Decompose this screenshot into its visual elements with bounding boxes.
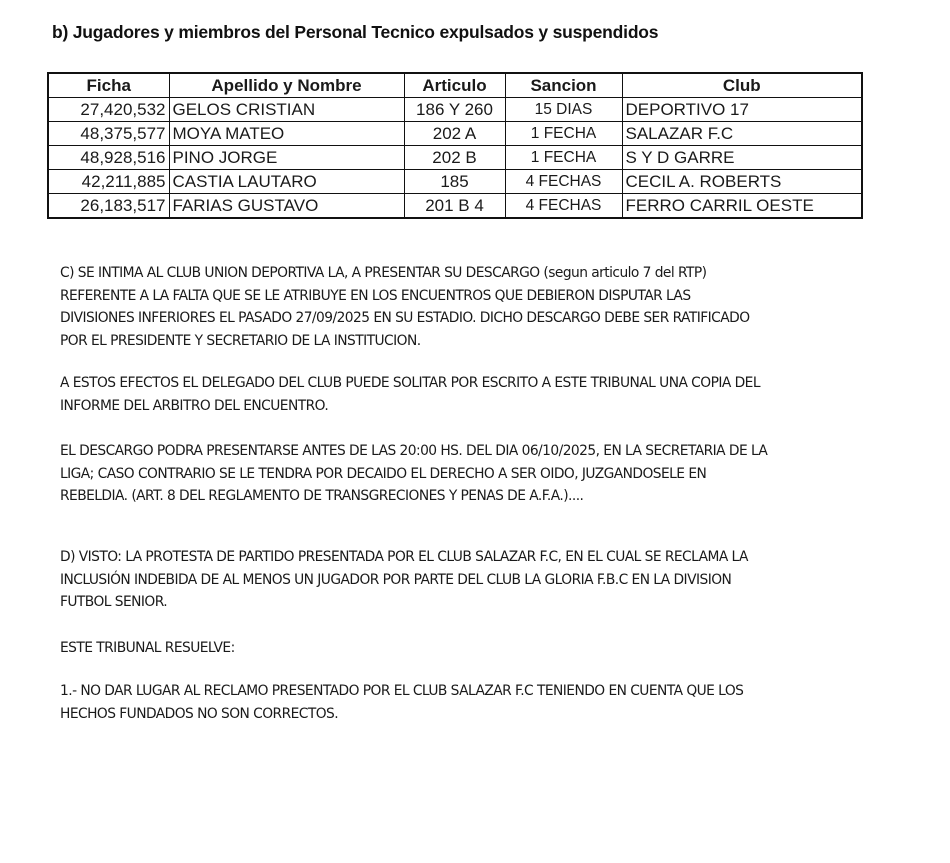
cell-club: SALAZAR F.C	[622, 122, 862, 146]
cell-ficha: 48,928,516	[48, 146, 169, 170]
header-articulo: Articulo	[404, 73, 505, 98]
cell-nombre: PINO JORGE	[169, 146, 404, 170]
cell-club: FERRO CARRIL OESTE	[622, 194, 862, 219]
cell-articulo: 202 A	[404, 122, 505, 146]
sanctions-table	[47, 72, 863, 219]
text-line: D) VISTO: LA PROTESTA DE PARTIDO PRESENTADA POR EL CLUB SALAZAR F.C, EN EL CUAL SE RECLAMA LA	[60, 549, 748, 565]
cell-ficha: 26,183,517	[48, 194, 169, 219]
cell-club: S Y D GARRE	[622, 146, 862, 170]
text-line: DIVISIONES INFERIORES EL PASADO 27/09/2025 EN SU ESTADIO. DICHO DESCARGO DEBE SER RATIFICADO	[60, 310, 750, 327]
cell-club: DEPORTIVO 17	[622, 98, 862, 122]
tribunal-resuelve-heading	[60, 637, 880, 660]
text-line: INCLUSIÓN INDEBIDA DE AL MENOS UN JUGADOR POR PARTE DEL CLUB LA GLORIA F.B.C EN LA DIVISION	[60, 571, 732, 588]
cell-articulo: 201 B 4	[404, 194, 505, 219]
cell-ficha: 48,375,577	[48, 122, 169, 146]
cell-articulo: 186 Y 260	[404, 98, 505, 122]
header-nombre: Apellido y Nombre	[169, 73, 404, 98]
cell-articulo: 185	[404, 170, 505, 194]
section-d-paragraph	[60, 546, 880, 614]
text-line: REBELDIA. (ART. 8 DEL REGLAMENTO DE TRANSGRECIONES Y PENAS DE A.F.A.)....	[60, 488, 584, 505]
cell-nombre: FARIAS GUSTAVO	[169, 194, 404, 219]
cell-sancion: 1 FECHA	[505, 122, 622, 146]
section-c-paragraph	[60, 262, 880, 353]
text-line: LIGA; CASO CONTRARIO SE LE TENDRA POR DECAIDO EL DERECHO A SER OIDO, JUZGANDOSELE EN	[60, 465, 707, 482]
header-club: Club	[622, 73, 862, 98]
text-line: ESTE TRIBUNAL RESUELVE:	[60, 640, 235, 656]
text-line: HECHOS FUNDADOS NO SON CORRECTOS.	[60, 705, 339, 722]
table-row	[48, 194, 862, 219]
section-b-title: b) Jugadores y miembros del Personal Tecnico expulsados y suspendidos	[52, 22, 659, 42]
descargo-paragraph	[60, 440, 880, 508]
cell-club: CECIL A. ROBERTS	[622, 170, 862, 194]
table-header-row	[48, 73, 862, 98]
text-line: A ESTOS EFECTOS EL DELEGADO DEL CLUB PUEDE SOLITAR POR ESCRITO A ESTE TRIBUNAL UNA COPIA DEL	[60, 375, 760, 391]
text-line: FUTBOL SENIOR.	[60, 594, 168, 611]
text-line: C) SE INTIMA AL CLUB UNION DEPORTIVA LA, A PRESENTAR SU DESCARGO (segun articulo 7 del RTP)	[60, 265, 707, 281]
header-sancion: Sancion	[505, 73, 622, 98]
text-line: REFERENTE A LA FALTA QUE SE LE ATRIBUYE EN LOS ENCUENTROS QUE DEBIERON DISPUTAR LAS	[60, 287, 691, 304]
text-line: 1.- NO DAR LUGAR AL RECLAMO PRESENTADO POR EL CLUB SALAZAR F.C TENIENDO EN CUENTA QUE LOS	[60, 683, 744, 699]
cell-articulo: 202 B	[404, 146, 505, 170]
cell-sancion: 4 FECHAS	[505, 194, 622, 219]
cell-sancion: 4 FECHAS	[505, 170, 622, 194]
cell-nombre: GELOS CRISTIAN	[169, 98, 404, 122]
table-row	[48, 146, 862, 170]
cell-ficha: 27,420,532	[48, 98, 169, 122]
header-ficha: Ficha	[48, 73, 169, 98]
table-row	[48, 122, 862, 146]
table-row	[48, 170, 862, 194]
cell-sancion: 15 DIAS	[505, 98, 622, 122]
cell-ficha: 42,211,885	[48, 170, 169, 194]
table-row	[48, 98, 862, 122]
cell-nombre: CASTIA LAUTARO	[169, 170, 404, 194]
cell-nombre: MOYA MATEO	[169, 122, 404, 146]
text-line: EL DESCARGO PODRA PRESENTARSE ANTES DE LAS 20:00 HS. DEL DIA 06/10/2025, EN LA SECRETARIA DE LA	[60, 443, 768, 459]
text-line: POR EL PRESIDENTE Y SECRETARIO DE LA INSTITUCION.	[60, 333, 421, 350]
efectos-paragraph	[60, 372, 880, 417]
resolution-item-1	[60, 680, 880, 725]
text-line: INFORME DEL ARBITRO DEL ENCUENTRO.	[60, 397, 329, 414]
cell-sancion: 1 FECHA	[505, 146, 622, 170]
